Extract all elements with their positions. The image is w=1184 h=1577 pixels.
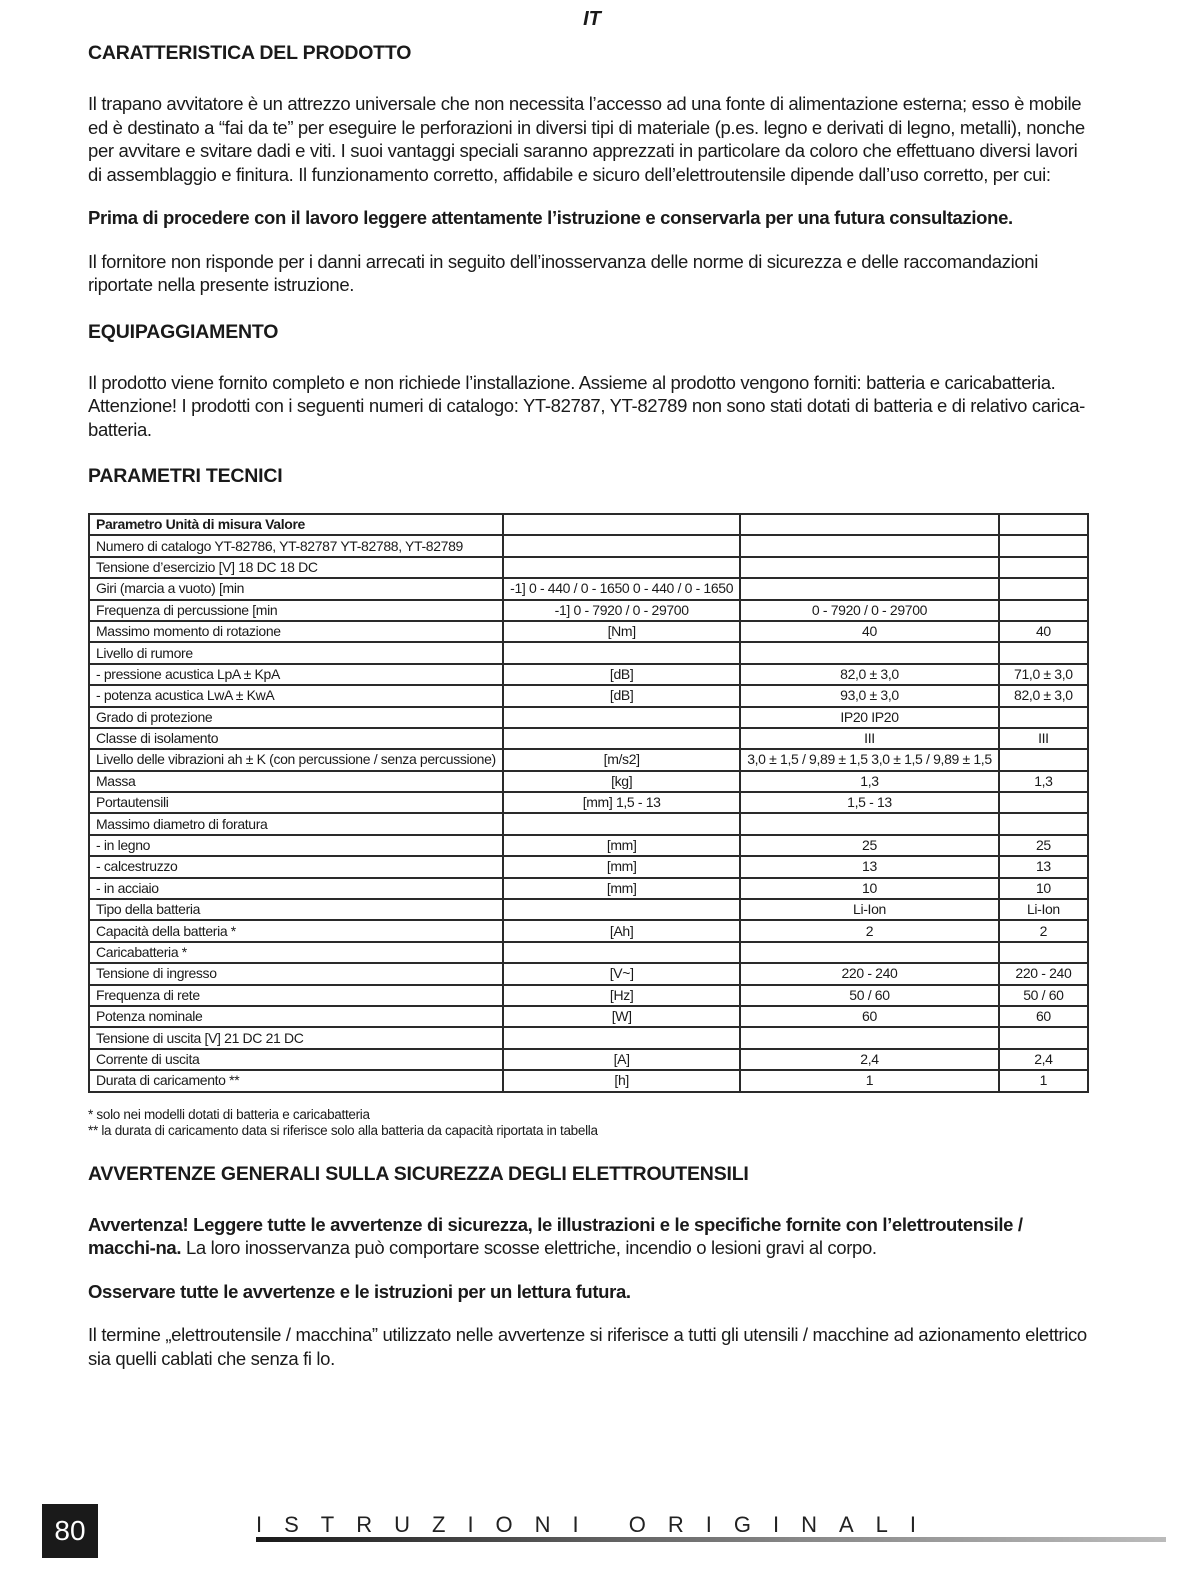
- unit-cell: [dB]: [503, 664, 740, 685]
- value-cell: 40: [999, 621, 1088, 642]
- observe-warnings: Osservare tutte le avvertenze e le istruzioni per un lettura futura.: [88, 1280, 631, 1302]
- table-row: [89, 899, 1088, 920]
- value-cell: [999, 749, 1088, 770]
- param-name-cell: Massimo diametro di foratura: [89, 813, 503, 834]
- value-cell: 25: [999, 835, 1088, 856]
- unit-cell: [503, 899, 740, 920]
- table-row: [89, 707, 1088, 728]
- table-row: [89, 728, 1088, 749]
- unit-cell: [dB]: [503, 685, 740, 706]
- value-cell: [999, 942, 1088, 963]
- value-cell: 1: [999, 1070, 1088, 1091]
- table-row: [89, 600, 1088, 621]
- table-row: [89, 642, 1088, 663]
- section-heading-technical: PARAMETRI TECNICI: [88, 465, 283, 487]
- table-row: [89, 792, 1088, 813]
- value-cell: 2: [999, 920, 1088, 941]
- unit-cell: [503, 1027, 740, 1048]
- value-cell: 93,0 ± 3,0: [740, 685, 999, 706]
- table-header-row: [89, 514, 1088, 535]
- technical-parameters-table: [88, 513, 1089, 1093]
- value-cell: 71,0 ± 3,0: [999, 664, 1088, 685]
- table-row: [89, 1049, 1088, 1070]
- value-cell: 13: [740, 856, 999, 877]
- value-cell: [999, 578, 1088, 599]
- language-tag: IT: [583, 8, 601, 30]
- safety-warning-bold: Avvertenza! Leggere tutte le avvertenze di sicurezza, le illustrazioni e le specifiche fornite con l’elettroutensile / macchi-na.: [88, 1213, 1023, 1259]
- table-row: [89, 621, 1088, 642]
- unit-cell: [503, 535, 740, 556]
- param-name-cell: Frequenza di rete: [89, 985, 503, 1006]
- value-cell: [999, 535, 1088, 556]
- value-cell: Li-Ion: [999, 899, 1088, 920]
- table-row: [89, 963, 1088, 984]
- value-cell: [999, 600, 1088, 621]
- value-cell: [999, 813, 1088, 834]
- param-name-cell: - in acciaio: [89, 878, 503, 899]
- unit-cell: [W]: [503, 1006, 740, 1027]
- value-cell: [740, 942, 999, 963]
- value-cell: 2,4: [740, 1049, 999, 1070]
- param-name-cell: Tensione d’esercizio [V] 18 DC 18 DC: [89, 557, 503, 578]
- value-cell: 0 - 7920 / 0 - 29700: [740, 600, 999, 621]
- param-name-cell: Massa: [89, 771, 503, 792]
- unit-cell: [503, 642, 740, 663]
- param-name-cell: Durata di caricamento **: [89, 1070, 503, 1091]
- value-cell: 25: [740, 835, 999, 856]
- value-cell: [999, 557, 1088, 578]
- footnote-battery: * solo nei modelli dotati di batteria e caricabatteria: [88, 1106, 370, 1122]
- table-row: [89, 878, 1088, 899]
- table-row: [89, 920, 1088, 941]
- param-name-cell: - potenza acustica LwA ± KwA: [89, 685, 503, 706]
- value-cell: 10: [740, 878, 999, 899]
- value-cell: 220 - 240: [740, 963, 999, 984]
- param-name-cell: Classe di isolamento: [89, 728, 503, 749]
- param-name-cell: - calcestruzzo: [89, 856, 503, 877]
- unit-cell: [Nm]: [503, 621, 740, 642]
- table-row: [89, 749, 1088, 770]
- param-name-cell: Massimo momento di rotazione: [89, 621, 503, 642]
- page-number: 80: [42, 1504, 98, 1558]
- table-row: [89, 664, 1088, 685]
- value-cell: [740, 1027, 999, 1048]
- unit-cell: [mm]: [503, 856, 740, 877]
- unit-cell: [m/s2]: [503, 749, 740, 770]
- value-cell: 10: [999, 878, 1088, 899]
- param-name-cell: Frequenza di percussione [min: [89, 600, 503, 621]
- table-row: [89, 771, 1088, 792]
- param-name-cell: Portautensili: [89, 792, 503, 813]
- footnote-charging: ** la durata di caricamento data si riferisce solo alla batteria da capacità riportata in tabella: [88, 1122, 598, 1138]
- table-row: [89, 1006, 1088, 1027]
- param-name-cell: Grado di protezione: [89, 707, 503, 728]
- unit-cell: [503, 707, 740, 728]
- value-cell: [999, 707, 1088, 728]
- param-name-cell: Livello delle vibrazioni ah ± K (con percussione / senza percussione): [89, 749, 503, 770]
- unit-cell: [mm] 1,5 - 13: [503, 792, 740, 813]
- value-cell: III: [999, 728, 1088, 749]
- safety-warning-text: La loro inosservanza può comportare scosse elettriche, incendio o lesioni gravi al corpo.: [181, 1237, 877, 1259]
- value-cell: 1,3: [740, 771, 999, 792]
- table-row: [89, 685, 1088, 706]
- section-heading-equipment: EQUIPAGGIAMENTO: [88, 320, 279, 343]
- param-name-cell: Tipo della batteria: [89, 899, 503, 920]
- value-cell: 82,0 ± 3,0: [999, 685, 1088, 706]
- equipment-description: Il prodotto viene fornito completo e non richiede l’installazione. Assieme al prodotto vengono forniti: batteria e caricabatteria. Attenzione! I prodotti con i seguenti numeri di catalogo: YT-82787, YT-82789 non sono stati dotati di batteria e di relativo carica-batteria.: [88, 371, 1085, 440]
- param-name-cell: Caricabatteria *: [89, 942, 503, 963]
- value-cell: [740, 813, 999, 834]
- value-cell: 220 - 240: [999, 963, 1088, 984]
- value-cell: 2: [740, 920, 999, 941]
- value-cell: 50 / 60: [999, 985, 1088, 1006]
- unit-cell: [503, 728, 740, 749]
- value-cell: 3,0 ± 1,5 / 9,89 ± 1,5 3,0 ± 1,5 / 9,89 ± 1,5: [740, 749, 999, 770]
- value-cell: [999, 642, 1088, 663]
- value-cell: 40: [740, 621, 999, 642]
- footer-rule: [256, 1537, 1166, 1542]
- table-row: [89, 856, 1088, 877]
- value-cell: 50 / 60: [740, 985, 999, 1006]
- unit-cell: [Hz]: [503, 985, 740, 1006]
- term-definition: Il termine „elettroutensile / macchina” utilizzato nelle avvertenze si riferisce a tutti gli utensili / macchine ad azionamento elettrico sia quelli cablati che senza fi lo.: [88, 1324, 1087, 1369]
- footer-title: ISTRUZIONI ORIGINALI: [256, 1512, 939, 1537]
- param-name-cell: Tensione di uscita [V] 21 DC 21 DC: [89, 1027, 503, 1048]
- table-row: [89, 985, 1088, 1006]
- unit-cell: [Ah]: [503, 920, 740, 941]
- table-row: [89, 535, 1088, 556]
- unit-cell: [A]: [503, 1049, 740, 1070]
- param-name-cell: Potenza nominale: [89, 1006, 503, 1027]
- param-name-cell: - in legno: [89, 835, 503, 856]
- param-name-cell: Corrente di uscita: [89, 1049, 503, 1070]
- param-name-cell: Numero di catalogo YT-82786, YT-82787 YT-82788, YT-82789: [89, 535, 503, 556]
- unit-cell: [mm]: [503, 878, 740, 899]
- table-header-cell: Parametro Unità di misura Valore: [89, 514, 503, 535]
- section-heading-product: CARATTERISTICA DEL PRODOTTO: [88, 42, 412, 64]
- value-cell: 1,3: [999, 771, 1088, 792]
- value-cell: III: [740, 728, 999, 749]
- table-row: [89, 813, 1088, 834]
- section-heading-safety: AVVERTENZE GENERALI SULLA SICUREZZA DEGLI ELETTROUTENSILI: [88, 1162, 749, 1185]
- unit-cell: -1] 0 - 440 / 0 - 1650 0 - 440 / 0 - 1650: [503, 578, 740, 599]
- table-row: [89, 578, 1088, 599]
- safety-warning: [88, 1213, 1090, 1260]
- value-cell: IP20 IP20: [740, 707, 999, 728]
- value-cell: 60: [999, 1006, 1088, 1027]
- table-row: [89, 1070, 1088, 1091]
- value-cell: [999, 1027, 1088, 1048]
- unit-cell: [503, 942, 740, 963]
- value-cell: [740, 557, 999, 578]
- value-cell: Li-Ion: [740, 899, 999, 920]
- value-cell: 13: [999, 856, 1088, 877]
- value-cell: 82,0 ± 3,0: [740, 664, 999, 685]
- unit-cell: [V~]: [503, 963, 740, 984]
- page-content: [88, 40, 1090, 1370]
- value-cell: [740, 535, 999, 556]
- unit-cell: -1] 0 - 7920 / 0 - 29700: [503, 600, 740, 621]
- table-footnotes: [88, 1107, 1090, 1139]
- liability-note: Il fornitore non risponde per i danni arrecati in seguito dell’inosservanza delle norme di sicurezza e delle raccomandazioni riportate nella presente istruzione.: [88, 250, 1038, 295]
- param-name-cell: Capacità della batteria *: [89, 920, 503, 941]
- product-description: Il trapano avvitatore è un attrezzo universale che non necessita l’accesso ad una fonte di alimentazione esterna; esso è mobile ed è destinato a “fai da te” per eseguire le perforazioni in diversi tipi di materiale (p.es. legno e derivati di legno, metalli), nonche per avvitare e svitare dadi e viti. I suoi vantaggi speciali saranno apprezzati in particolare da coloro che effettuano diversi lavori di assemblaggio e finitura. Il funzionamento corretto, affidabile e sicuro dell’elettroutensile dipende dall’uso corretto, per cui:: [88, 93, 1085, 185]
- value-cell: 2,4: [999, 1049, 1088, 1070]
- value-cell: 60: [740, 1006, 999, 1027]
- param-name-cell: - pressione acustica LpA ± KpA: [89, 664, 503, 685]
- page-footer: [0, 1500, 1184, 1560]
- param-name-cell: Tensione di ingresso: [89, 963, 503, 984]
- table-row: [89, 835, 1088, 856]
- value-cell: 1,5 - 13: [740, 792, 999, 813]
- param-name-cell: Livello di rumore: [89, 642, 503, 663]
- table-row: [89, 557, 1088, 578]
- unit-cell: [mm]: [503, 835, 740, 856]
- read-instructions-note: Prima di procedere con il lavoro leggere attentamente l’istruzione e conservarla per una futura consultazione.: [88, 207, 1013, 228]
- value-cell: [740, 578, 999, 599]
- unit-cell: [503, 557, 740, 578]
- table-row: [89, 1027, 1088, 1048]
- param-name-cell: Giri (marcia a vuoto) [min: [89, 578, 503, 599]
- value-cell: 1: [740, 1070, 999, 1091]
- unit-cell: [503, 813, 740, 834]
- value-cell: [740, 642, 999, 663]
- unit-cell: [kg]: [503, 771, 740, 792]
- value-cell: [999, 792, 1088, 813]
- unit-cell: [h]: [503, 1070, 740, 1091]
- table-row: [89, 942, 1088, 963]
